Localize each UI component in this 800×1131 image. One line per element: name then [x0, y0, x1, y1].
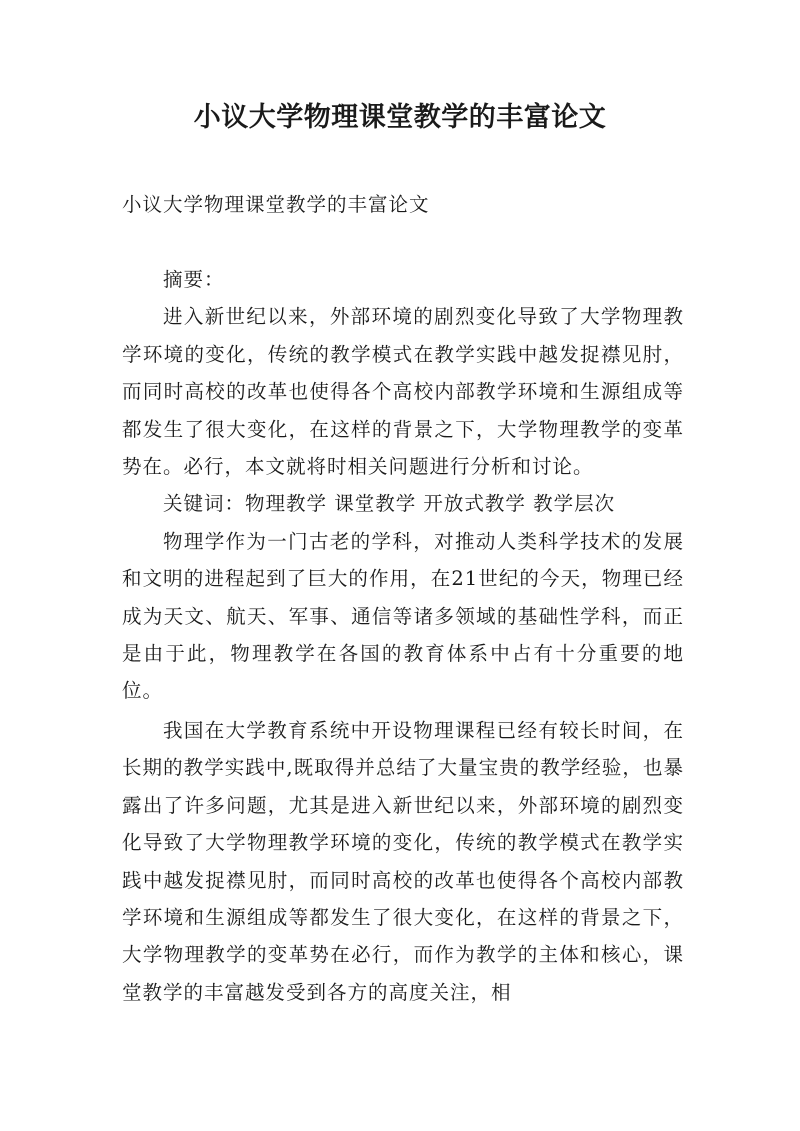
body-paragraph: 我国在大学教育系统中开设物理课程已经有较长时间，在长期的教学实践中,既取得并总结了大量宝贵的教学经验，也暴露出了许多问题，尤其是进入新世纪以来，外部环境的剧烈变化导致了大学物理教学环境的变化，传统的教学模式在教学实践中越发捉襟见肘，而同时高校的改革也使得各个高校内部教学环境和生源组成等都发生了很大变化，在这样的背景之下，大学物理教学的变革势在必行，而作为教学的主体和核心，课堂教学的丰富越发受到各方的高度关注，相	[122, 718, 684, 1004]
body-paragraph: 物理学作为一门古老的学科，对推动人类科学技术的发展和文明的进程起到了巨大的作用，在21世纪的今天，物理已经成为天文、航天、军事、通信等诸多领域的基础性学科，而正是由于此，物理教学在各国的教育体系中占有十分重要的地位。	[122, 529, 684, 703]
document-title: 小议大学物理课堂教学的丰富论文	[193, 102, 607, 133]
keywords-line: 关键词：物理教学 课堂教学 开放式教学 教学层次	[163, 492, 616, 516]
document-subtitle: 小议大学物理课堂教学的丰富论文	[122, 193, 430, 216]
abstract-heading: 摘要：	[163, 268, 225, 291]
abstract-paragraph: 进入新世纪以来，外部环境的剧烈变化导致了大学物理教学环境的变化，传统的教学模式在教学实践中越发捉襟见肘，而同时高校的改革也使得各个高校内部教学环境和生源组成等都发生了很大变化，在这样的背景之下，大学物理教学的变革势在。必行，本文就将时相关问题进行分析和讨论。	[122, 305, 684, 479]
document-body	[122, 261, 684, 1011]
